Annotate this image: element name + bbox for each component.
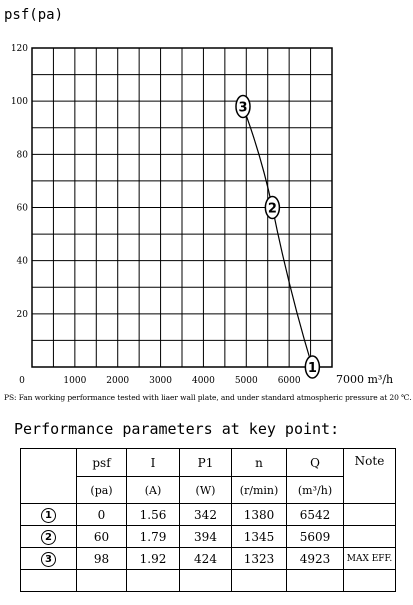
table-units-row <box>21 477 396 504</box>
performance-table-title: Performance parameters at key point: <box>14 420 340 438</box>
cell-speed: 1323 <box>232 548 287 570</box>
cell-speed: 1380 <box>232 504 287 526</box>
cell-speed: 1345 <box>232 526 287 548</box>
unit-airflow: (m³/h) <box>287 477 344 504</box>
cell-airflow: 6542 <box>287 504 344 526</box>
table-corner-cell <box>21 449 77 504</box>
point-marker: 1 <box>41 508 56 523</box>
x-tick-label: 4000 <box>191 376 215 386</box>
cell-airflow: 4923 <box>287 548 344 570</box>
key-point-label: 2 <box>267 201 277 217</box>
y-tick-label: 120 <box>10 44 28 54</box>
header-note: Note <box>344 449 396 504</box>
header-airflow: Q <box>287 449 344 477</box>
table-row <box>21 548 396 570</box>
cell-psf: 0 <box>77 504 127 526</box>
point-marker: 2 <box>41 530 56 545</box>
y-tick-label: 40 <box>16 256 28 267</box>
unit-speed: (r/min) <box>232 477 287 504</box>
table-row <box>21 504 396 526</box>
cell-current: 1.79 <box>127 526 180 548</box>
cell-power: 342 <box>180 504 232 526</box>
table-row <box>21 526 396 548</box>
test-condition-note: PS: Fan working performance tested with liaer wall plate, and under standard atmospheric pressure at 20 ℃. <box>4 393 412 402</box>
unit-power: (W) <box>180 477 232 504</box>
table-empty-row <box>21 570 396 592</box>
y-tick-label: 80 <box>16 150 28 161</box>
x-tick-label: 1000 <box>63 376 87 386</box>
x-tick-label: 3000 <box>149 376 173 386</box>
cell-power: 424 <box>180 548 232 570</box>
cell-airflow: 5609 <box>287 526 344 548</box>
point-marker: 3 <box>41 552 56 567</box>
unit-psf: (pa) <box>77 477 127 504</box>
x-tick-label: 0 <box>19 376 25 386</box>
y-tick-label: 100 <box>10 97 28 108</box>
fan-curve-line <box>243 106 312 367</box>
key-point-label: 1 <box>307 361 317 376</box>
cell-note <box>344 526 396 548</box>
table-header-row <box>21 449 396 477</box>
y-tick-label: 60 <box>16 203 28 214</box>
cell-note: MAX EFF. <box>344 548 396 570</box>
header-psf: psf <box>77 449 127 477</box>
header-speed: n <box>232 449 287 477</box>
cell-psf: 98 <box>77 548 127 570</box>
cell-note <box>344 504 396 526</box>
header-power: P1 <box>180 449 232 477</box>
y-tick-label: 20 <box>16 309 28 320</box>
x-tick-label: 5000 <box>234 376 258 386</box>
unit-current: (A) <box>127 477 180 504</box>
x-axis-label: 7000 m³/h <box>336 373 394 386</box>
key-point-label: 3 <box>238 100 248 116</box>
header-current: I <box>127 449 180 477</box>
cell-psf: 60 <box>77 526 127 548</box>
cell-power: 394 <box>180 526 232 548</box>
performance-table <box>20 448 396 592</box>
cell-current: 1.92 <box>127 548 180 570</box>
x-tick-label: 6000 <box>277 376 301 386</box>
y-axis-label: psf(pa) <box>4 7 64 23</box>
x-tick-label: 2000 <box>106 376 130 386</box>
cell-current: 1.56 <box>127 504 180 526</box>
